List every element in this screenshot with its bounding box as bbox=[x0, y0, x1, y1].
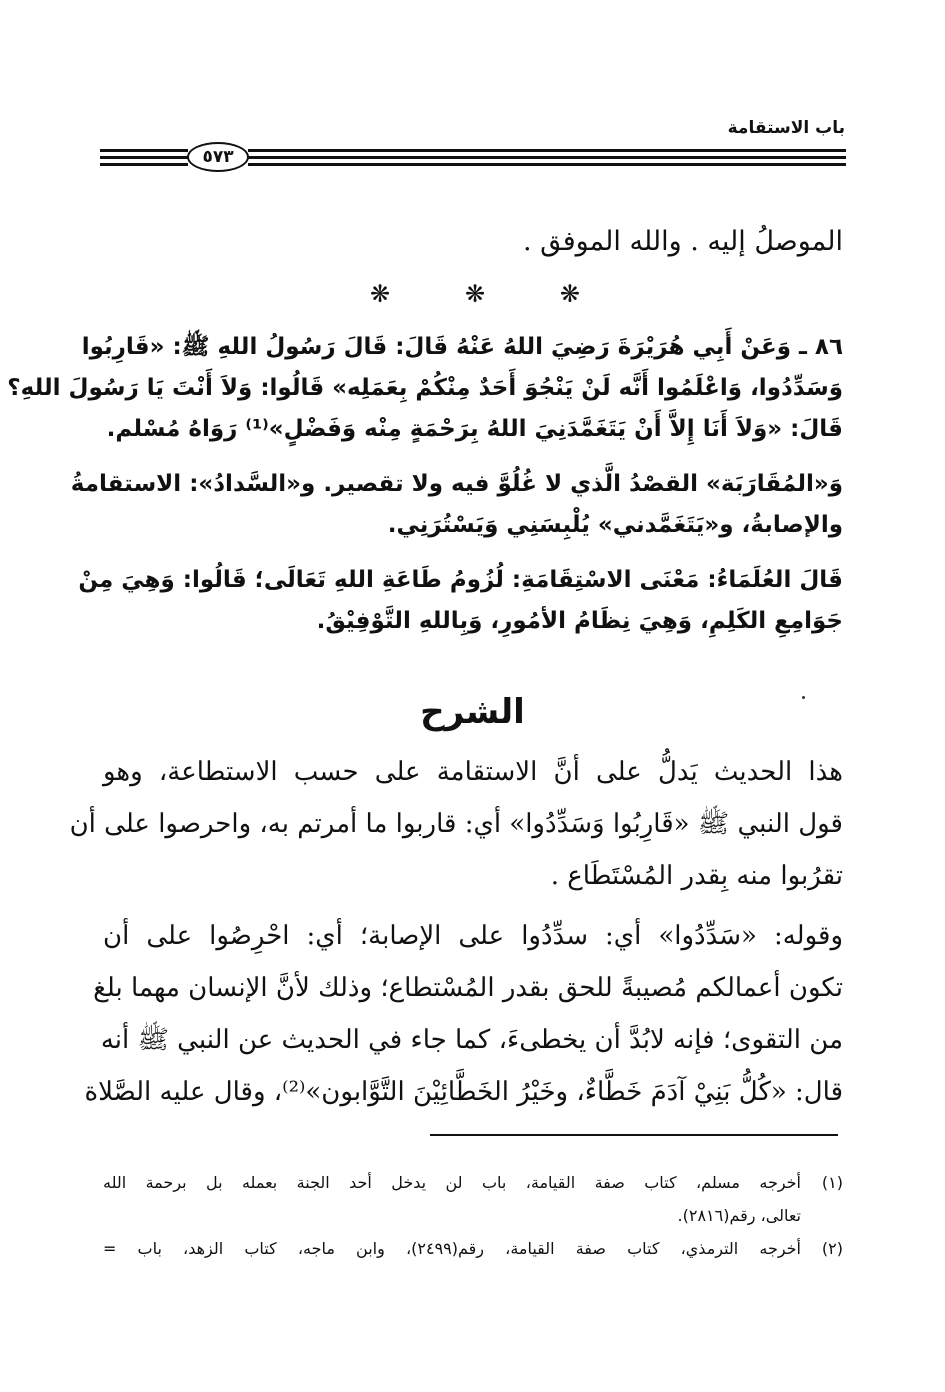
footnote-number: (١) bbox=[821, 1173, 843, 1192]
commentary-line: قال: «كُلُّ بَنِيْ آدَمَ خَطَّاءٌ، وخَيْرُ الخَطَّائِيْنَ التَّوَّابون»⁽²⁾، وقال عليه الصَّلاة bbox=[84, 1077, 843, 1107]
footnote bbox=[103, 1232, 843, 1265]
footnote-rule bbox=[430, 1134, 838, 1136]
commentary-line: وقوله: «سَدِّدُوا» أي: سدِّدُوا على الإصابة؛ أي: احْرِصُوا على أن bbox=[103, 921, 843, 951]
star-icon: ❋ bbox=[370, 280, 391, 308]
closing-line-text: الموصلُ إليه . والله الموفق . bbox=[523, 226, 843, 257]
hadith-text bbox=[7, 327, 843, 642]
footnote-number: (٢) bbox=[821, 1239, 843, 1258]
commentary-line: تقرُبوا منه بِقدر المُسْتَطَاع . bbox=[550, 861, 843, 891]
commentary-line: هذا الحديث يَدلُّ على أنَّ الاستقامة على حسب الاستطاعة، وهو bbox=[103, 757, 843, 787]
star-icon: ❋ bbox=[559, 280, 580, 308]
page-number: ٥٧٣ bbox=[187, 142, 249, 172]
closing-line bbox=[103, 220, 843, 264]
footnote-line: تعالى، رقم(٢٨١٦). bbox=[677, 1206, 801, 1225]
footnote bbox=[103, 1166, 843, 1232]
commentary-line: قول النبي ﷺ «قَارِبُوا وَسَدِّدُوا» أي: قاربوا ما أمرتم به، واحرصوا على أن bbox=[69, 809, 843, 839]
definitions-line: وَ«المُقَارَبَة» القصْدُ الَّذي لا غُلُوَّ فيه ولا تقصير. و«السَّدادُ»: الاستقامةُ bbox=[70, 471, 843, 497]
hadith-line: وَسَدِّدُوا، وَاعْلَمُوا أَنَّه لَنْ يَنْجُوَ أَحَدٌ مِنْكُمْ بِعَمَلِه» قَالُوا: وَلاَ أَنْتَ يَا رَسُولَ اللهِ؟ bbox=[7, 375, 843, 401]
hadith-line: قَالَ: «وَلاَ أَنَا إِلاَّ أَنْ يَتَغَمَّدَنِيَ اللهُ بِرَحْمَةٍ مِنْه وَفَضْلٍ»⁽¹⁾ رَوَاهُ مُسْلم. bbox=[106, 416, 843, 442]
footnote-line: أخرجه مسلم، كتاب صفة القيامة، باب لن يدخل أحد الجنة بعمله بل برحمة الله bbox=[103, 1173, 801, 1192]
footnotes bbox=[103, 1166, 843, 1265]
commentary-text bbox=[69, 746, 843, 1118]
hadith-line: ٨٦ ـ وَعَنْ أَبِي هُرَيْرَةَ رَضِيَ اللهُ عَنْهُ قَالَ: قَالَ رَسُولُ اللهِ ﷺ: «قَارِبُوا bbox=[81, 334, 843, 360]
star-separator bbox=[370, 280, 580, 308]
footnote-line: أخرجه الترمذي، كتاب صفة القيامة، رقم(٢٤٩٩)، وابن ماجه، كتاب الزهد، باب = bbox=[103, 1239, 802, 1258]
ulama-line: قَالَ العُلَمَاءُ: مَعْنَى الاسْتِقَامَةِ: لُزُومُ طَاعَةِ اللهِ تَعَالَى؛ قَالُوا: وَهِيَ مِنْ bbox=[78, 567, 843, 593]
chapter-title: باب الاستقامة bbox=[727, 118, 845, 138]
definitions-line: والإصابةُ، و«يَتَغَمَّدني» يُلْبِسَنِي وَيَسْتُرَنِي. bbox=[387, 512, 843, 538]
commentary-title: الشرح bbox=[420, 692, 525, 732]
commentary-line: تكون أعمالكم مُصيبةً للحق بقدر المُسْتطاع؛ وذلك لأنَّ الإنسان مهما بلغ bbox=[93, 973, 843, 1003]
ulama-line: جَوَامِعِ الكَلِمِ، وَهِيَ نِظَامُ الأمُورِ، وَبِاللهِ التَّوْفِيْقُ. bbox=[316, 608, 843, 634]
commentary-line: من التقوى؛ فإنه لابُدَّ أن يخطىءَ، كما جاء في الحديث عن النبي ﷺ أنه bbox=[100, 1025, 843, 1055]
star-icon: ❋ bbox=[464, 280, 486, 308]
